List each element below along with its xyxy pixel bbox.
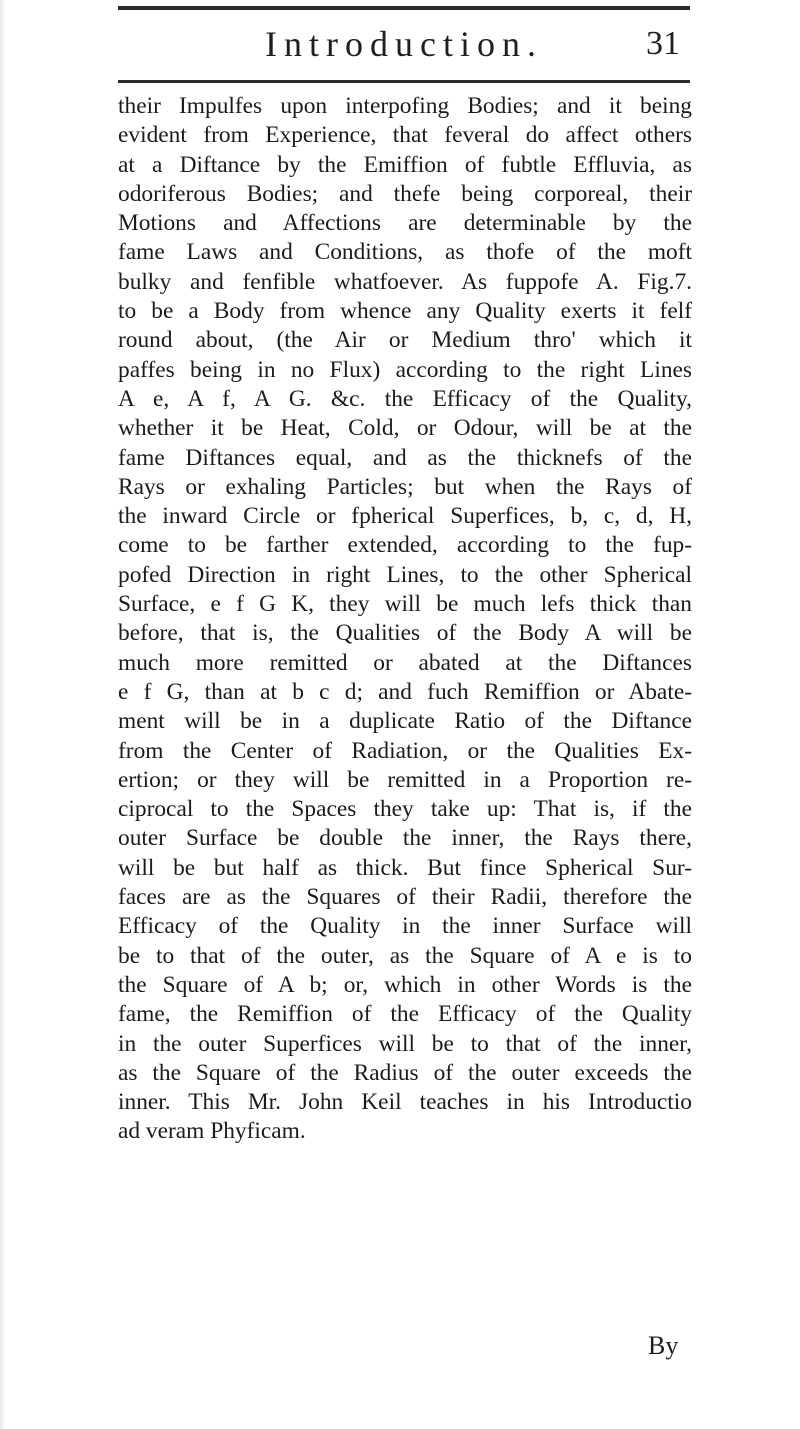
catchword: By <box>648 1331 679 1360</box>
text-line: Rays or exhaling Particles; but when the Rays of <box>118 473 692 500</box>
text-line: Motions and Affections are determinable by the <box>118 210 692 237</box>
text-line: come to be farther extended, according to the fup- <box>118 532 692 559</box>
text-line: will be but half as thick. But fince Spherical Sur- <box>118 854 692 881</box>
text-line: be to that of the outer, as the Square of A e is to <box>118 942 692 969</box>
text-line: bulky and fenfible whatfoever. As fuppofe A. Fig.7. <box>118 268 692 295</box>
text-line: pofed Direction in right Lines, to the other Spherical <box>118 561 692 588</box>
text-line: their Impulfes upon interpofing Bodies; and it being <box>118 93 692 119</box>
text-line: as the Square of the Radius of the outer exceeds the <box>118 1059 692 1086</box>
text-line: fame Diftances equal, and as the thicknefs of the <box>118 444 692 471</box>
running-head <box>118 10 690 76</box>
text-line: ment will be in a duplicate Ratio of the Diftance <box>118 708 692 735</box>
text-line: odoriferous Bodies; and thefe being corporeal, their <box>118 180 692 207</box>
text-line: before, that is, the Qualities of the Body A will be <box>118 620 692 647</box>
text-line: ciprocal to the Spaces they take up: That is, if the <box>118 796 692 823</box>
text-line: e f G, than at b c d; and fuch Remiffion or Abate- <box>118 678 692 705</box>
text-line: evident from Experience, that feveral do affect others <box>118 122 692 149</box>
page-number: 31 <box>646 25 680 62</box>
text-line: ertion; or they will be remitted in a Proportion re- <box>118 766 692 793</box>
text-line: inner. This Mr. John Keil teaches in his Introductio <box>118 1089 692 1116</box>
text-line: from the Center of Radiation, or the Qualities Ex- <box>118 737 692 764</box>
text-line: faces are as the Squares of their Radii, therefore the <box>118 884 692 911</box>
text-line: ad veram Phyficam. <box>118 1118 306 1145</box>
text-line: to be a Body from whence any Quality exerts it felf <box>118 298 692 325</box>
text-line: round about, (the Air or Medium thro' which it <box>118 327 692 354</box>
text-line: paffes being in no Flux) according to the right Lines <box>118 356 692 383</box>
text-line: the inward Circle or fpherical Superfices, b, c, d, H, <box>118 503 692 530</box>
body-text <box>118 92 692 1147</box>
text-line: fame Laws and Conditions, as thofe of the moft <box>118 239 692 266</box>
text-line: whether it be Heat, Cold, or Odour, will be at the <box>118 415 692 442</box>
text-line: Efficacy of the Quality in the inner Surface will <box>118 913 692 940</box>
text-line: at a Diftance by the Emiffion of fubtle Effluvia, as <box>118 151 692 178</box>
text-line: the Square of A b; or, which in other Words is the <box>118 971 692 998</box>
text-line: in the outer Superfices will be to that of the inner, <box>118 1030 692 1057</box>
text-line: fame, the Remiffion of the Efficacy of the Quality <box>118 1001 692 1028</box>
header-rule <box>118 80 690 83</box>
text-line: A e, A f, A G. &c. the Efficacy of the Quality, <box>118 385 692 412</box>
text-line: much more remitted or abated at the Diftances <box>118 649 692 676</box>
page-gutter-shadow <box>0 0 6 1429</box>
text-line: outer Surface be double the inner, the Rays there, <box>118 825 692 852</box>
text-line: Surface, e f G K, they will be much lefs thick than <box>118 591 692 618</box>
running-title: Introduction. <box>265 24 543 64</box>
